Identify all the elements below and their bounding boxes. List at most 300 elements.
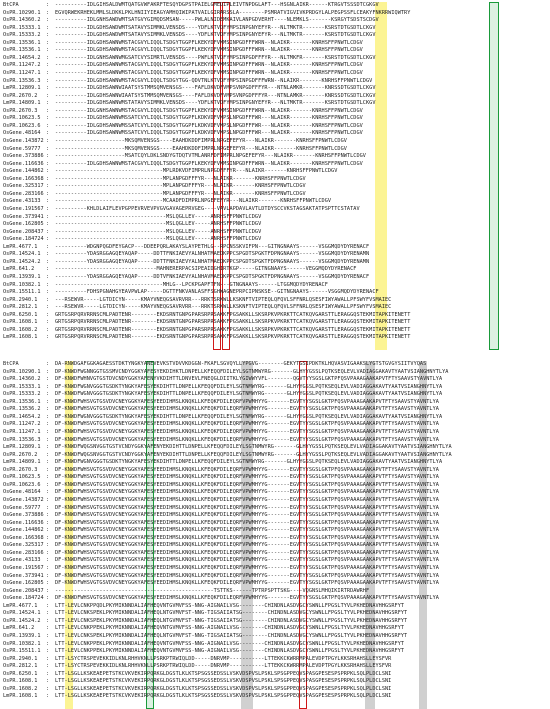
sequence-label: OsGene.373886 <box>3 153 44 160</box>
sequence-residues: LTT-LSGLLKSKEAEPETSTKCVKVEKIRPQRKGLDGSTLKLKTSPSGSSEDSSLVSKVDSPVSLPSKLSPSGPPEQVSPASGPESESPSPRPKLSQLPLDCLSNI <box>55 670 392 677</box>
alignment-row <box>3 198 547 206</box>
separator: : <box>46 334 50 341</box>
separator: : <box>46 266 50 273</box>
alignment-row <box>3 62 547 70</box>
sequence-label: OsGene.283166 <box>3 549 44 556</box>
sequence-label: OsPR.13536.3 <box>3 77 41 84</box>
separator: : <box>46 451 50 458</box>
sequence-residues: DF-KNWDFWHSVGTGSVDVCNEYGGKYAFESYEEDIHMSLKNQKLLKFEQKFDILEQRFVPWMHYYG-------EGVTYYSGSLGKTPFQSVPAAAGAAKAPVTFTYSAAVSTYAVNTLYA <box>55 429 439 435</box>
sequence-residues: ----------IDLGDHSAWNWMSSATCVYLIQQLTSDGYTGGPFLKDKVDFVMPSLNPGDFFFWR---NLAIKR-------KNRHSFFPNWTLCDGV <box>55 115 363 122</box>
sequence-label: OsGene.325317 <box>3 542 44 549</box>
alignment-row <box>3 191 547 199</box>
sequence-residues: GRTGSRPQRVRRNSCMLPADTENR--------EKDSRNTGNPGPARSRPRSAKKFPGSAKKLLSKSRPKVPKRKTTCATKQVGARSTTLERAGGQSTEKMITAPKITENETT <box>55 319 411 326</box>
sequence-residues: DF-KNWDFWHSVGTGSVDVCNEYGGKYAFESYEEDIHMSLKNQKLLKFEQKFDILEQRFVPWMHYYG-------EGVTYYSGSLGKTPFQSVPAAAGAAKAPVTFTYSAAVSTYAVNTLYA <box>55 398 439 405</box>
sequence-label: OsGene.48164 <box>3 130 41 137</box>
separator: : <box>46 296 50 303</box>
sequence-residues: DF-KNWDFWGNVGGGTGSDKTYNGKYAFESYEKDIHTTLDNPELLKFEQQFDILEYLSGTNMWYRG-------GLHYYGSSLPQTKSEQLEVLVADIAGGAKAVTYAATVSIANGHNYTLYA <box>55 383 443 390</box>
separator: : <box>46 527 50 534</box>
sequence-label: OsPR.10623.5 <box>3 474 41 481</box>
sequence-label: OsGene.144862 <box>3 527 44 534</box>
alignment-row <box>3 327 547 335</box>
sequence-label: LmPR.4677.1 <box>3 243 38 250</box>
sequence-residues: LTT-LEVLCNKSPEKLPKYMIKNNDALIAFHEQLNTGVMVFST-NNG-TIGSAIIATSG--------CHINDNLASDVGCYSWNLLFPGSLTYVLPKHEDNAVHHGSRFYT <box>55 610 408 617</box>
alignment-row <box>3 10 547 18</box>
alignment-row <box>3 429 547 437</box>
sequence-label: OsPR.2812.1 <box>3 663 38 670</box>
separator: : <box>46 361 50 367</box>
alignment-row <box>3 391 547 399</box>
sequence-label: OsGene.116636 <box>3 519 44 526</box>
alignment-row <box>3 648 547 656</box>
separator: : <box>46 474 50 481</box>
sequence-residues: DF-KNWDFWHSVGTGSVDVCNEYGGKYAFESYEEDIHMSLKNQKLLKFEQKFDILEQRFVPWMHYYG-------EGVTYYSGSLGKTPFQSVPAAAGAAKAPVTFTYSAAVSTYAVNTLYA <box>55 481 439 488</box>
sequence-residues: ----------------------------------MHLG--LPCKPGAPFTFN---GTNGNAAYS------LTGGMQDYDYRENACF <box>55 281 328 288</box>
alignment-row <box>3 376 547 384</box>
alignment-row <box>3 161 547 169</box>
alignment-row <box>3 444 547 452</box>
alignment-row <box>3 489 547 497</box>
alignment-row <box>3 595 547 603</box>
sequence-residues: LTT-LSYCTRSPEVEKKIDLKNLRHHVKNLLPSRKPTRWIQLDD-----DNRVMP-----------LTTEKKCKWRRMPALEVDPTPGYLKKSRHAHSLLEYSFVR <box>55 663 392 670</box>
sequence-label: OsPR.13536.1 <box>3 398 41 405</box>
sequence-label: OsPR.10623.6 <box>3 481 41 488</box>
sequence-label: OsGene.373941 <box>3 572 44 579</box>
sequence-label: OsGene.59777 <box>3 504 41 511</box>
sequence-residues: DF-KNWDFWHSVGTGSVDVCNEYGGKYAFESYEEDIHMSLKNQKLLKFEQKFDILEQRFVPWMHYYG-------EGVTYYSGSLGKTPFQSVPAAAGAAKAPVTFTYSAAVSTYAVNTLYA <box>55 542 439 549</box>
alignment-row <box>3 47 547 55</box>
sequence-label: OsGene.144862 <box>3 168 44 175</box>
alignment-row <box>3 474 547 482</box>
alignment-row <box>3 115 547 123</box>
separator: : <box>46 640 50 647</box>
alignment-row <box>3 289 547 297</box>
alignment-row <box>3 361 547 369</box>
alignment-row <box>3 603 547 611</box>
sequence-label: OsGene.373886 <box>3 512 44 519</box>
sequence-residues: DF-KNWDFWGNVGGGTGSDKTYNGKYAFESYEKDIHTTLDNPELLKFEQQFDILEYLSGTNMWYRG-------GLHYYGSSLPQTKSEQLEVLVADIAGGAKAVTYAATVSIANGHNYTLYA <box>55 413 443 420</box>
separator: : <box>46 107 50 114</box>
sequence-residues: ----------IDLGDHSAWNWMSSATCVYLIQQLTSDGYTGGPFLKDKVDFVMPSLNPGDFFFWR---NLAIKR-------KNRHSFFPNWTLCDGV <box>55 130 363 137</box>
sequence-residues: DF-KNWDFWHSVGTGSVDVCNEYGGKYAFESYEEDIHMSLKNQKLLKFEQKFDILEQRFVPWMHYYG-------EGVTYYSGSLGKTPFQSVPAAAGAAKAPVTFTYSAAVSTYAVNTLYA <box>55 580 439 587</box>
alignment-row <box>3 641 547 649</box>
sequence-residues: ---RSEWVR-----LGTDICYN-----KMAYVNEQGSAVRVRR---RRKTSRKWLLKSKNFTVIPTEQLQFQVLSFFNRLQSESFIWYAWALLPFSWYFVSMAIEC <box>55 296 392 303</box>
separator: : <box>46 168 50 175</box>
sequence-label: OsPR.14654.2 <box>3 413 41 420</box>
separator: : <box>46 587 50 594</box>
sequence-residues: DF-KNWDFWHSVGTGSVDVCNEYGGKYAFESYEEDIHMSLKNQKLLKFEQKFDILEQRFVPWMHYYG-------EGVTYYSGSLGKTPFQSVPAAAGAAKAPVTFTYSAAVSTYAVNTLYA <box>55 549 439 556</box>
sequence-label: BtCPA <box>3 361 19 367</box>
alignment-row <box>3 78 547 86</box>
sequence-residues: DF-KNWDFWHSVGTGSVDVCNEYGGKYAFESYEEDIHMSLKNQKLLKFEQKFDILEQRFVPWMHYYG-------EGVTYYSGSLGKTPFQSVPAAAGAAKAPVTFTYSAAVSTYAVNTLYA <box>55 489 439 496</box>
sequence-residues: ----------------------MKSQMVENSGS----EAAHDKDDFIMPRLNPGEFEFYR---NLAIKR-------KNRHSFFPNWTLCDGV <box>55 138 347 144</box>
sequence-residues: ---RSEWVR-----LGTDICYN-----KMAYVNEQGSAVRVRR---RRKTSRKWLLKSKNFTVIPTEQLQFQVLSFFNRLQSESFIWYAWALLPFSWYFVSMAIEC <box>55 304 392 311</box>
alignment-block-bottom <box>3 361 547 701</box>
sequence-label: OsGene.191567 <box>3 206 44 212</box>
sequence-residues: ----------IDLGDHSAWNWIAATSYSTMMSQMVENSGS----FAFLDKVDFVMPSVNPGDFFFYR---NTNLAMKR-------KNRSSDTGSDTLCKGV <box>55 92 376 99</box>
sequence-label: OsPR.6250.1 <box>3 670 38 677</box>
alignment-row <box>3 183 547 191</box>
alignment-row <box>3 214 547 222</box>
sequence-residues: DF-KNWDFWGNVGGGTGSDKTYNGKYAFESYEKDIHTTLDNPELLKFEQQFDILEYLSGTNMWYRG-------GLHYYGSSLPQTKSEQLEVLVADIAGGAKAVTYAATVSIANGHNYTLYA <box>55 459 443 466</box>
sequence-residues: ----------IDLGNHSAWNWMSTACGVYLIQQLTSDGYTGGPFLKEKYDFVMMSINPGDFFFWRN--NLAIKR-------KNRHSFFPNWTLCDGV <box>55 107 363 114</box>
separator: : <box>46 47 50 54</box>
separator: : <box>46 602 50 609</box>
sequence-label: OsPR.10290.1 <box>3 9 41 16</box>
alignment-row <box>3 206 547 214</box>
alignment-row <box>3 70 547 78</box>
separator: : <box>46 251 50 258</box>
sequence-residues: ----------IDLGIHSALDWMTQATGVWFAKRFTESQYDGPSTPAIELGMEDIPLEIVTNPDGLAFT---HSGNLAIKR------KTRGVTSSSDTCGKGV <box>55 2 379 8</box>
separator: : <box>46 319 50 326</box>
alignment-row <box>3 297 547 305</box>
sequence-label: OsPR.15333.2 <box>3 391 41 398</box>
sequence-label: OsPR.15511.1 <box>3 289 41 296</box>
sequence-label: OsPR.14524.1 <box>3 251 41 258</box>
sequence-label: OsPR.14524.2 <box>3 617 41 624</box>
sequence-label: OsGene.48164 <box>3 489 41 496</box>
sequence-residues: ----------IDLGNHSAWDWMTSATGVYGIMQDSMSAN-----PWLALNIDEMKAIVLANPGDVERHT----NLEMKLS-------KSRGYTSDSTSCDGV <box>55 17 379 24</box>
sequence-residues: ----------------------------------MPLANPGDFFFYR---NLAIKR-------KNRHSFFPNWTLCDGV <box>55 183 306 190</box>
sequence-residues: ----------------------------------MPLRDKVDFIMPRLNPGDFFFYR---NLAIKR-------KNRHSFFPNWTLCDGV <box>55 168 338 175</box>
sequence-label: OsPR.14654.2 <box>3 54 41 61</box>
sequence-residues: ----------IDLGDHSAWNWMSTACGVYLIQQLTSDGYTGGPFLKEKYDFVMMSINPGDFFFWRN--NLAIKR-------KNRHSFFPNWTLCDGV <box>55 47 363 54</box>
alignment-row <box>3 369 547 377</box>
separator: : <box>46 534 50 541</box>
separator: : <box>46 85 50 92</box>
sequence-label: OsPR.10290.1 <box>3 368 41 375</box>
separator: : <box>46 391 50 398</box>
separator: : <box>46 519 50 526</box>
separator: : <box>46 198 50 205</box>
sequence-label: OsPR.13536.3 <box>3 436 41 443</box>
sequence-residues: DF-KNWDFWHSVGTGSVDVCNEYGGKYAFESYEEDIHMSLKNQKLLKFEQKFDILEQRFVPWMHYYG-------EGVTYYSGSLGKTPFQSVPAAAGAAKAPVTFTYSAAVSTYAVNTLYA <box>55 406 439 413</box>
sequence-label: LmPR.1608.1 <box>3 693 38 700</box>
sequence-residues: ----------IDLGDHSAWNWMSTACGVYLIQQLTSDGYTGGPFLKEKYDFVMMSINPGDFFFWRN--NLAIKR-------KNRHSFFPNWTLCDGV <box>55 160 363 167</box>
sequence-residues: LTT-LEVLCNKPPEKLPKYMIKNNDALIAFHEQVNTGVMVFSS-NNG-AIGNAILVSG--------CHINDNLASDVGCYSWNLLFPGSLTYVLPKHEDNAVHHGSRFYT <box>55 640 405 647</box>
sequence-label: OsGene.162805 <box>3 580 44 587</box>
separator: : <box>46 512 50 519</box>
separator: : <box>46 693 50 700</box>
sequence-label: OsGene.143872 <box>3 497 44 503</box>
separator: : <box>46 429 50 435</box>
alignment-row <box>3 406 547 414</box>
sequence-label: OsPR.14524.2 <box>3 258 41 265</box>
sequence-residues: LTT-LEVLCNKSPEKLPKYMIKNNDALIAFHEQLNTGVMVFST-NNG-TIGSAIIATSG--------CHINDNLASDVGCYSWNLLFPGSLTYVLPKHEDNAVHHGSRFYT <box>55 617 408 624</box>
alignment-row <box>3 535 547 543</box>
sequence-label: OsPR.13536.1 <box>3 39 41 46</box>
alignment-row <box>3 512 547 520</box>
alignment-row <box>3 168 547 176</box>
sequence-label: OsPR.10623.6 <box>3 122 41 129</box>
separator: : <box>46 145 50 152</box>
sequence-label: OsPR.10382.1 <box>3 281 41 288</box>
sequence-residues: ----------YDASRGGAGQEYAQAP-----DDTVFNKIAEVYALNHAVMAEDKPPCSPGDTSPGKTFDPNGNAAYS------VSGGMQDYDYRENACF <box>55 274 370 280</box>
alignment-row <box>3 229 547 237</box>
sequence-label: LmPR.14809.1 <box>3 459 41 466</box>
separator: : <box>46 376 50 383</box>
separator: : <box>46 489 50 496</box>
sequence-label: OsPR.10382.1 <box>3 640 41 647</box>
alignment-row <box>3 414 547 422</box>
sequence-residues: DF-KNWDFWHSVGTGSVDVCNEYGGKYAFESYEEDIHMSLKNQKLLKFEQKFDILEQRFVPWMHYYG-------EGVTYYSGSLGKTPFQSVPAAAGAAKAPVTFTYSAAVSTYAVNTLYA <box>55 436 439 443</box>
sequence-label: OsGene.162805 <box>3 221 44 228</box>
sequence-label: OsGene.116636 <box>3 160 44 167</box>
sequence-label: OsGene.184724 <box>3 236 44 243</box>
sequence-label: OsGene.59777 <box>3 145 41 152</box>
sequence-residues: ----------IDLGDHSAWNWMSTACGVYLIQQLTSDGYTGGPFLKEKYDFVMMSINPGDFFFWRN--NLAIKR-------KNRHSFFPNWTLCDGV <box>55 62 363 69</box>
sequence-label: OsPR.14524.1 <box>3 610 41 617</box>
alignment-row <box>3 244 547 252</box>
sequence-label: OsPR.2670.2 <box>3 451 38 458</box>
separator: : <box>46 100 50 107</box>
sequence-label: OsPR.10623.5 <box>3 115 41 122</box>
alignment-row <box>3 221 547 229</box>
sequence-label: OsGene.184724 <box>3 595 44 602</box>
sequence-label: BtCPA <box>3 2 19 8</box>
sequence-residues: ----------WDGNPQGDFEYGACP---DDEEPQRLAKAYSLAYPETHLG--RPCNSSKVIFPN---GITNGNAAYS------VSGGMQDYDYRENACF <box>55 243 370 250</box>
separator: : <box>46 557 50 564</box>
sequence-residues: DF-KNWDFWHNVGTGSTDVCNDYGGKYAFENYVKDIHTTLDNVEVLFNEQGLDIITKLYGIWWYVFL--------QGVTYYSGSLGKTPFQSVPAAAGAAKAPVTFTYSAAVSTYAVNTLYA <box>55 376 443 383</box>
separator: : <box>46 565 50 571</box>
alignment-row <box>3 520 547 528</box>
separator: : <box>46 122 50 129</box>
alignment-row <box>3 319 547 327</box>
separator: : <box>46 572 50 579</box>
separator: : <box>46 542 50 549</box>
sequence-label: OsGene.283166 <box>3 190 44 197</box>
separator: : <box>46 444 50 451</box>
alignment-row <box>3 282 547 290</box>
sequence-label: OsPR.1608.2 <box>3 326 38 333</box>
separator: : <box>46 183 50 190</box>
alignment-row <box>3 565 547 573</box>
sequence-residues: ----------IDLGDHSAWNWIAATSYSTMMSQMVENSGS----FAFLDKVDFVMPSVNPGDFFFYR---NTNLAMKR-------KNRSSDTGSDTLCKGV <box>55 85 376 92</box>
separator: : <box>46 70 50 76</box>
alignment-row <box>3 304 547 312</box>
sequence-residues: DP-KNWDFWGNNGGTGSSMVCNDYGGKYAFESYEKDIHKTLDNPELLKFEQQFDILEYLSGTNMWYRG-------GLHYYGSSLPQTKSEQLEVLVADIAGGAKAVTYAATVSIANGHNYTLYA <box>55 368 449 375</box>
alignment-row <box>3 399 547 407</box>
alignment-row <box>3 482 547 490</box>
alignment-row <box>3 550 547 558</box>
sequence-label: OsPR.1608.1 <box>3 678 38 685</box>
alignment-row <box>3 633 547 641</box>
sequence-residues: ----------IDLGNHSAWNWMGSATCVYSIMRTLVENSDS----PWFLKTVDFYMPSINPGDFFFYR---NLTMKFR-------KSRSTDTGSDTLCKGV <box>55 54 376 61</box>
sequence-label: LmPR.641.2 <box>3 266 35 273</box>
alignment-row <box>3 618 547 626</box>
separator: : <box>46 421 50 428</box>
separator: : <box>46 504 50 511</box>
alignment-row <box>3 123 547 131</box>
alignment-row <box>3 334 547 342</box>
separator: : <box>46 497 50 503</box>
separator: : <box>46 459 50 466</box>
sequence-label: OsPR.13939.1 <box>3 633 41 639</box>
sequence-residues: GRTGSRPQRVRRNSCMLPADTENR--------EKDSRNTGNPGPARSRPRSAKKFPGSAKKLLSKSRPKVPKRKTTCATKQVGARSTTLERAGGQSTEKMITAPKITENETT <box>55 334 411 341</box>
separator: : <box>46 595 50 602</box>
sequence-label: LmPR.641.2 <box>3 625 35 632</box>
alignment-row <box>3 467 547 475</box>
separator: : <box>46 213 50 220</box>
sequence-residues: DF-KNWDFWHSVGTGSVDVCNEYGGKYAFESYEEDIHMSLKNQKLLKFEQKFDILEQRFVPWMHYYG-------EGVTYYSGSLGKTPFQSVPAAAGAAKAPVTFTYSAAVSTYAVNTLYA <box>55 512 439 519</box>
sequence-label: OsPR.6250.1 <box>3 311 38 318</box>
sequence-label: OsGene.208437 <box>3 587 44 594</box>
sequence-residues: LTT-LSYCTRSPEVEKKIDLKNLRHHVKNLLPSRKPTRWIQLDD-----DNRVMP-----------LTTEKKCKWRRMPALEVDPTPGYLKKSRHAHSLLEYSFVR <box>55 655 392 662</box>
sequence-label: OsGene.191567 <box>3 565 44 571</box>
sequence-residues: EGVQRWEKRHEKLMMLSLDKKLPKLHNIIYIEAGYAMHQIWIPATVAILGIRARSSLA--------PSMRATVIGVIVKPRDGYLALPEGPSSFLCEAKYFNKRRWIQWTRY <box>55 9 411 16</box>
sequence-residues: DF-KNWDFWHSVGTGSVDVCNEYGGKYAFESYEEDIHMSLKNQKLLKFEQKFDILEQRFVPWMHYYG-------EGVTYYSGSLGKTPFQSVPAAAGAAKAPVTFTYSAAVSTYAVNTLYA <box>55 421 439 428</box>
sequence-label: OsPR.14360.2 <box>3 17 41 24</box>
separator: : <box>46 54 50 61</box>
sequence-residues: DF-KNWDFWHSVGTGSVDVCNEYGGKYAFESYEEDIHMSLKNQKLLKFEQKFDILEQRFVPWMHYYG-------EGVTYYSGSLGKTPFQSVPAAAGAAKAPVTFTYSAAVSTYAVNTLYA <box>55 595 439 602</box>
sequence-residues: DF-KNWDFWHSVGTGSVDVCNEYGGKYAFESYEEDIHMSLKNQKLLKFEQKFDILEQRFVPWMHYYG-------EGVTYYSGSLGKTPFQSVPAAAGAAKAPVTFTYSAAVSTYAVNTLYA <box>55 497 439 503</box>
separator: : <box>46 436 50 443</box>
alignment-row <box>3 146 547 154</box>
separator: : <box>46 655 50 662</box>
separator: : <box>46 39 50 46</box>
separator: : <box>46 311 50 318</box>
separator: : <box>46 406 50 413</box>
sequence-label: OsPR.11247.2 <box>3 421 41 428</box>
alignment-row <box>3 259 547 267</box>
alignment-row <box>3 176 547 184</box>
separator: : <box>46 398 50 405</box>
alignment-row <box>3 505 547 513</box>
separator: : <box>46 304 50 311</box>
separator: : <box>46 2 50 8</box>
sequence-label: OsPR.2812.1 <box>3 304 38 311</box>
sequence-residues: DF-KNWDFWHSVGTGSVDVCNEYGGKYAFESYEEDIHMSLKNQKLLKFEQKFDILEQRFVPWMHYYG-------EGVTYYSGSLGKTPFQSVPAAAGAAKAPVTFTYSAAVSTYAVNTLYA <box>55 572 439 579</box>
separator: : <box>46 17 50 24</box>
sequence-label: OsPR.13939.1 <box>3 274 41 280</box>
separator: : <box>46 670 50 677</box>
alignment-row <box>3 671 547 679</box>
separator: : <box>46 221 50 228</box>
alignment-row <box>3 678 547 686</box>
alignment-block-top <box>3 2 547 342</box>
sequence-residues: DF-KNWDFWHSVGTGSVDVCNEYGGKYAFESYEEDIHMSLKNQKLLKFEQKFDILEQRFVPWMHYYG-------EGVTYYSGSLGKTPFQSVPAAAGAAKAPVTFTYSAAVSTYAVNTLYA <box>55 527 439 534</box>
separator: : <box>46 383 50 390</box>
sequence-label: OsPR.2670.2 <box>3 92 38 99</box>
alignment-row <box>3 625 547 633</box>
alignment-row <box>3 693 547 701</box>
sequence-residues: LTT-LEVLCNKPPQDLPKYMIKNNDALIAFHEQVNTGVMVFSS-NNG-AIGNAILVSG--------CHINDNLASDVGCYSWNLLFPGSLTYVLPKHEDNAVHHGSRFYT <box>55 602 405 609</box>
sequence-residues: DF-KNWDFWQGSNVGGTGSTVCNDYGGKYAFENYEKDIHTTLDNPELLKFEQQFDILEYLSGTNMWYRG-------GLHYYGSSLPQTKSEQLEVLVADIAGGAKAVTYAATVSIANGHNYTLYA <box>55 444 452 451</box>
alignment-row <box>3 437 547 445</box>
sequence-label: OsGene.208437 <box>3 228 44 235</box>
sequence-label: OsPR.1608.1 <box>3 319 38 326</box>
sequence-residues: ----------------------------------MCAADFDIMPRLNPGEFEFYR---NLAIKR-------KNRHSFFPNWTLCDGV <box>55 198 332 205</box>
alignment-row <box>3 459 547 467</box>
sequence-residues: LTT-LEVLCNKSPEKLPKYMIKNNDALIAFHEQLNTGVMVFST-NNG-TIGSAIIATSG--------CHINDNLASDVGCYSWNLLFPGSLTYVLPKHEDNAVHHGSRFYT <box>55 633 408 639</box>
separator: : <box>46 633 50 639</box>
sequence-residues: DF-KNWDFWHSVGTGSVDVCNEYGGKYAFESYEEDIHMSLKNQKLLKFEQKFDILEQRFVPWMHYYG-------EGVTYYSGSLGKTPFQSVPAAAGAAKAPVTFTYSAAVSTYAVNTLYA <box>55 519 439 526</box>
alignment-row <box>3 100 547 108</box>
sequence-residues: DF-KNWDFWHSVGTGSVDVCNEYGGKYAFESYEEDIHMSLKNQKLLKFEQKFDILEQRFVPWMHYYG-------EGVTYYSGSLGKTPFQSVPAAAGAAKAPVTFTYSAAVSTYAVNTLYA <box>55 565 439 571</box>
sequence-label: OsGene.166368 <box>3 534 44 541</box>
sequence-residues: LTT-LEVLCNKPPEKLPKYMIKNNDALIAFHEQVNTGVMVFSS-NNG-AIGNAILVSG--------CHINDNLASDVGCYSWNLLFPGSLTYVLPKHEDNAVHHGSRFYT <box>55 648 405 655</box>
sequence-residues: LTT-LSGLLKSKEAEPETSTKCVKVEKIRPQRKGLDGSTLKLKTSPSGSSEDSSLVSKVDSPVSLPSKLSPSGPPEQVSPASGPESESPSPRPKLSQLPLDCLSNI <box>55 678 392 685</box>
separator: : <box>46 130 50 137</box>
separator: : <box>46 617 50 624</box>
alignment-row <box>3 557 547 565</box>
sequence-residues: ----------IDLGDHSAWDWMTSATAVYSIMMKLVENSDS----YDFLKTVDFYMPSINPGNYEFYR---NLTMKTR-------KSRSTDTGSDTLCKGV <box>55 24 376 31</box>
separator: : <box>46 228 50 235</box>
sequence-residues: LTT-LEVLCNKPPEKLPKYMIKNNDALIAFHEQVNTGVMVFSS-NNG-AIGNAILVSG--------CHINDNLASDVGCYSWNLLFPGSLTYVLPKHEDNAVHHGSRFYT <box>55 625 405 632</box>
separator: : <box>46 648 50 655</box>
alignment-row <box>3 384 547 392</box>
alignment-row <box>3 452 547 460</box>
sequence-residues: ----------IDLGDHSAWNWMSSATCVYLIQQLTSDGYTGGPFLKDKVDFVMPSLNPGDFFFWR---NLAIKR-------KNRHSFFPNWTLCDGV <box>55 122 363 129</box>
separator: : <box>46 326 50 333</box>
sequence-residues: GRTGSRPQRVRRNSCMLPADTENR--------EKDSRNTGNPGPARSRPRSAKKFPGSAKKLLSKSRPKVPKRKTTCATKQVGARSTTLERAGGQSTEKMITAPKITENETT <box>55 326 411 333</box>
alignment-row <box>3 610 547 618</box>
alignment-row <box>3 85 547 93</box>
sequence-residues: DF-KNWDFWHSVGTGSVDVCNEYGGKYAFESYEEDIHMSLKNQKLLKFEQKFDILEQRFVPWMHYYG-------EGVTYYSGSLGKTPFQSVPAAAGAAKAPVTFTYSAAVSTYAVNTLYA <box>55 504 439 511</box>
separator: : <box>46 466 50 473</box>
sequence-label: LmPR.4677.1 <box>3 602 38 609</box>
alignment-row <box>3 93 547 101</box>
sequence-residues: ----------IDLGDHSAWNWMSTACGVYLIQQLTSDGYTGGPFLKEKYDFVMMSINPGDFFFWRN--NLAIKR-------KNRHSFFPNWTLCDGV <box>55 39 363 46</box>
separator: : <box>46 663 50 670</box>
alignment-row <box>3 17 547 25</box>
sequence-residues: ----------IDLGDHSAWNWMSTATAVYSIMMKLVENSDS----YDFLKTVDFYMPSINPGNYEFYR---NLTMKTR-------KSRSTDTGSDTLCKGV <box>55 100 376 107</box>
separator: : <box>46 481 50 488</box>
separator: : <box>46 243 50 250</box>
sequence-residues: ----------IDLGDHSAWNWMSTACGVYLIQQLTSDGYTGG-QDVTNLKTVDFYMPSINPGDFFFWRN--NLAIKR-------KNRHSFFPNWTLCDGV <box>55 77 373 84</box>
alignment-row <box>3 421 547 429</box>
separator: : <box>46 206 50 212</box>
separator: : <box>46 258 50 265</box>
alignment-row <box>3 236 547 244</box>
alignment-row <box>3 266 547 274</box>
sequence-residues: DA-RNWDGAFGGKAGAESSTDKTYNGKYANEVEVKSTVDVVKDGGN-FKAFLSGVQYLLYPGVG--------GEKYTGSIPDKTKLHQVASVIGAAKSLYGTSTGVGYSIITVYQAS <box>55 361 427 367</box>
sequence-label: OsGene.143872 <box>3 138 44 144</box>
sequence-residues: LTT-LSGLLKSKEAEPETSTKCVKVEKIRPQRKGLDGSTLKLKTSPSGSSEDSSLVSKVDSPVSLPSKLSPSGPPEQVSPASGPESESPSPRPKLSQLPLDCLSNI <box>55 685 392 692</box>
sequence-residues: --------------------------------MAHNERERPACSIPEAIDGHIRTKGP-----GITNGNAAYS------VEGGMQDYDYRENACF <box>55 266 357 273</box>
sequence-residues: DF-KNWDFWHSVGTGSVDVCNEYGGKYAFESYEEDIHMSLKNQKLLKFEQKFDILEQRFVPWMHYYG-------EGVTYYSGSLGKTPFQSVPAAAGAAKAPVTFTYSAAVSTYAVNTLYA <box>55 474 439 481</box>
alignment-row <box>3 527 547 535</box>
separator: : <box>46 115 50 122</box>
sequence-label: OsGene.166368 <box>3 175 44 182</box>
sequence-label: OsGene.373941 <box>3 213 44 220</box>
sequence-residues: -----------------------------------MSLQGLLEV-----ANRHSFFPNWTLCDGV <box>55 213 262 220</box>
alignment-row <box>3 542 547 550</box>
separator: : <box>46 289 50 296</box>
separator: : <box>46 77 50 84</box>
sequence-residues: DF-KNWDFWHSVGTGSVDVCNEYGGKYAFESYEEDIHMSLKNQKLLKFEQKFDILEQRFVPWMHYYG-------EGVTYYSGSLGKTPFQSVPAAAGAAKAPVTFTYSAAVSTYAVNTLYA <box>55 534 439 541</box>
sequence-residues: -----------------------------------MSLQGLLEV-----ANRHSFFPNWTLCDGV <box>55 228 262 235</box>
sequence-residues: ----------------------------------MPLANPGDFFFYR---NLAIKR-------KNRHSFFPNWTLCDGV <box>55 190 306 197</box>
separator: : <box>46 281 50 288</box>
sequence-residues: ----------FDHSPGNAHGYEAVPWLAP-----DGTTFNKVANLASFFSGHWAGNEPRPCIPNSKSE--GITNGNAAYS------VSGGMQDYDYRENACF <box>55 289 379 296</box>
separator: : <box>46 24 50 31</box>
alignment-row <box>3 153 547 161</box>
alignment-row <box>3 656 547 664</box>
alignment-row <box>3 686 547 694</box>
separator: : <box>46 685 50 692</box>
separator: : <box>46 549 50 556</box>
sequence-residues: ----------------------MKSQMVENSGS----EAAHDKDDFIMPRLNPGEFEFYR---NLAIKR-------KNRHSFFPNWTLCDGV <box>55 145 347 152</box>
separator: : <box>46 625 50 632</box>
sequence-residues: -----------------------------------MSLQGLLEV-----ANRHSFFPNWTLCDGV <box>55 221 262 228</box>
sequence-residues: DF-KNWDFWQGSNVGGTGSTVCNDYGGKYAFENYEKDIHTTLDNPELLKFEQQFDILEYLSGTNMWYRG-------GLHYYGSSLPQTKSEQLEVLVADIAGGAKAVTYAATVSIANGHNYTLYA <box>55 451 452 458</box>
separator: : <box>46 62 50 69</box>
sequence-label: LmPR.14809.1 <box>3 100 41 107</box>
sequence-label: OsGene.325317 <box>3 183 44 190</box>
alignment-row <box>3 497 547 505</box>
separator: : <box>46 580 50 587</box>
alignment-row <box>3 663 547 671</box>
